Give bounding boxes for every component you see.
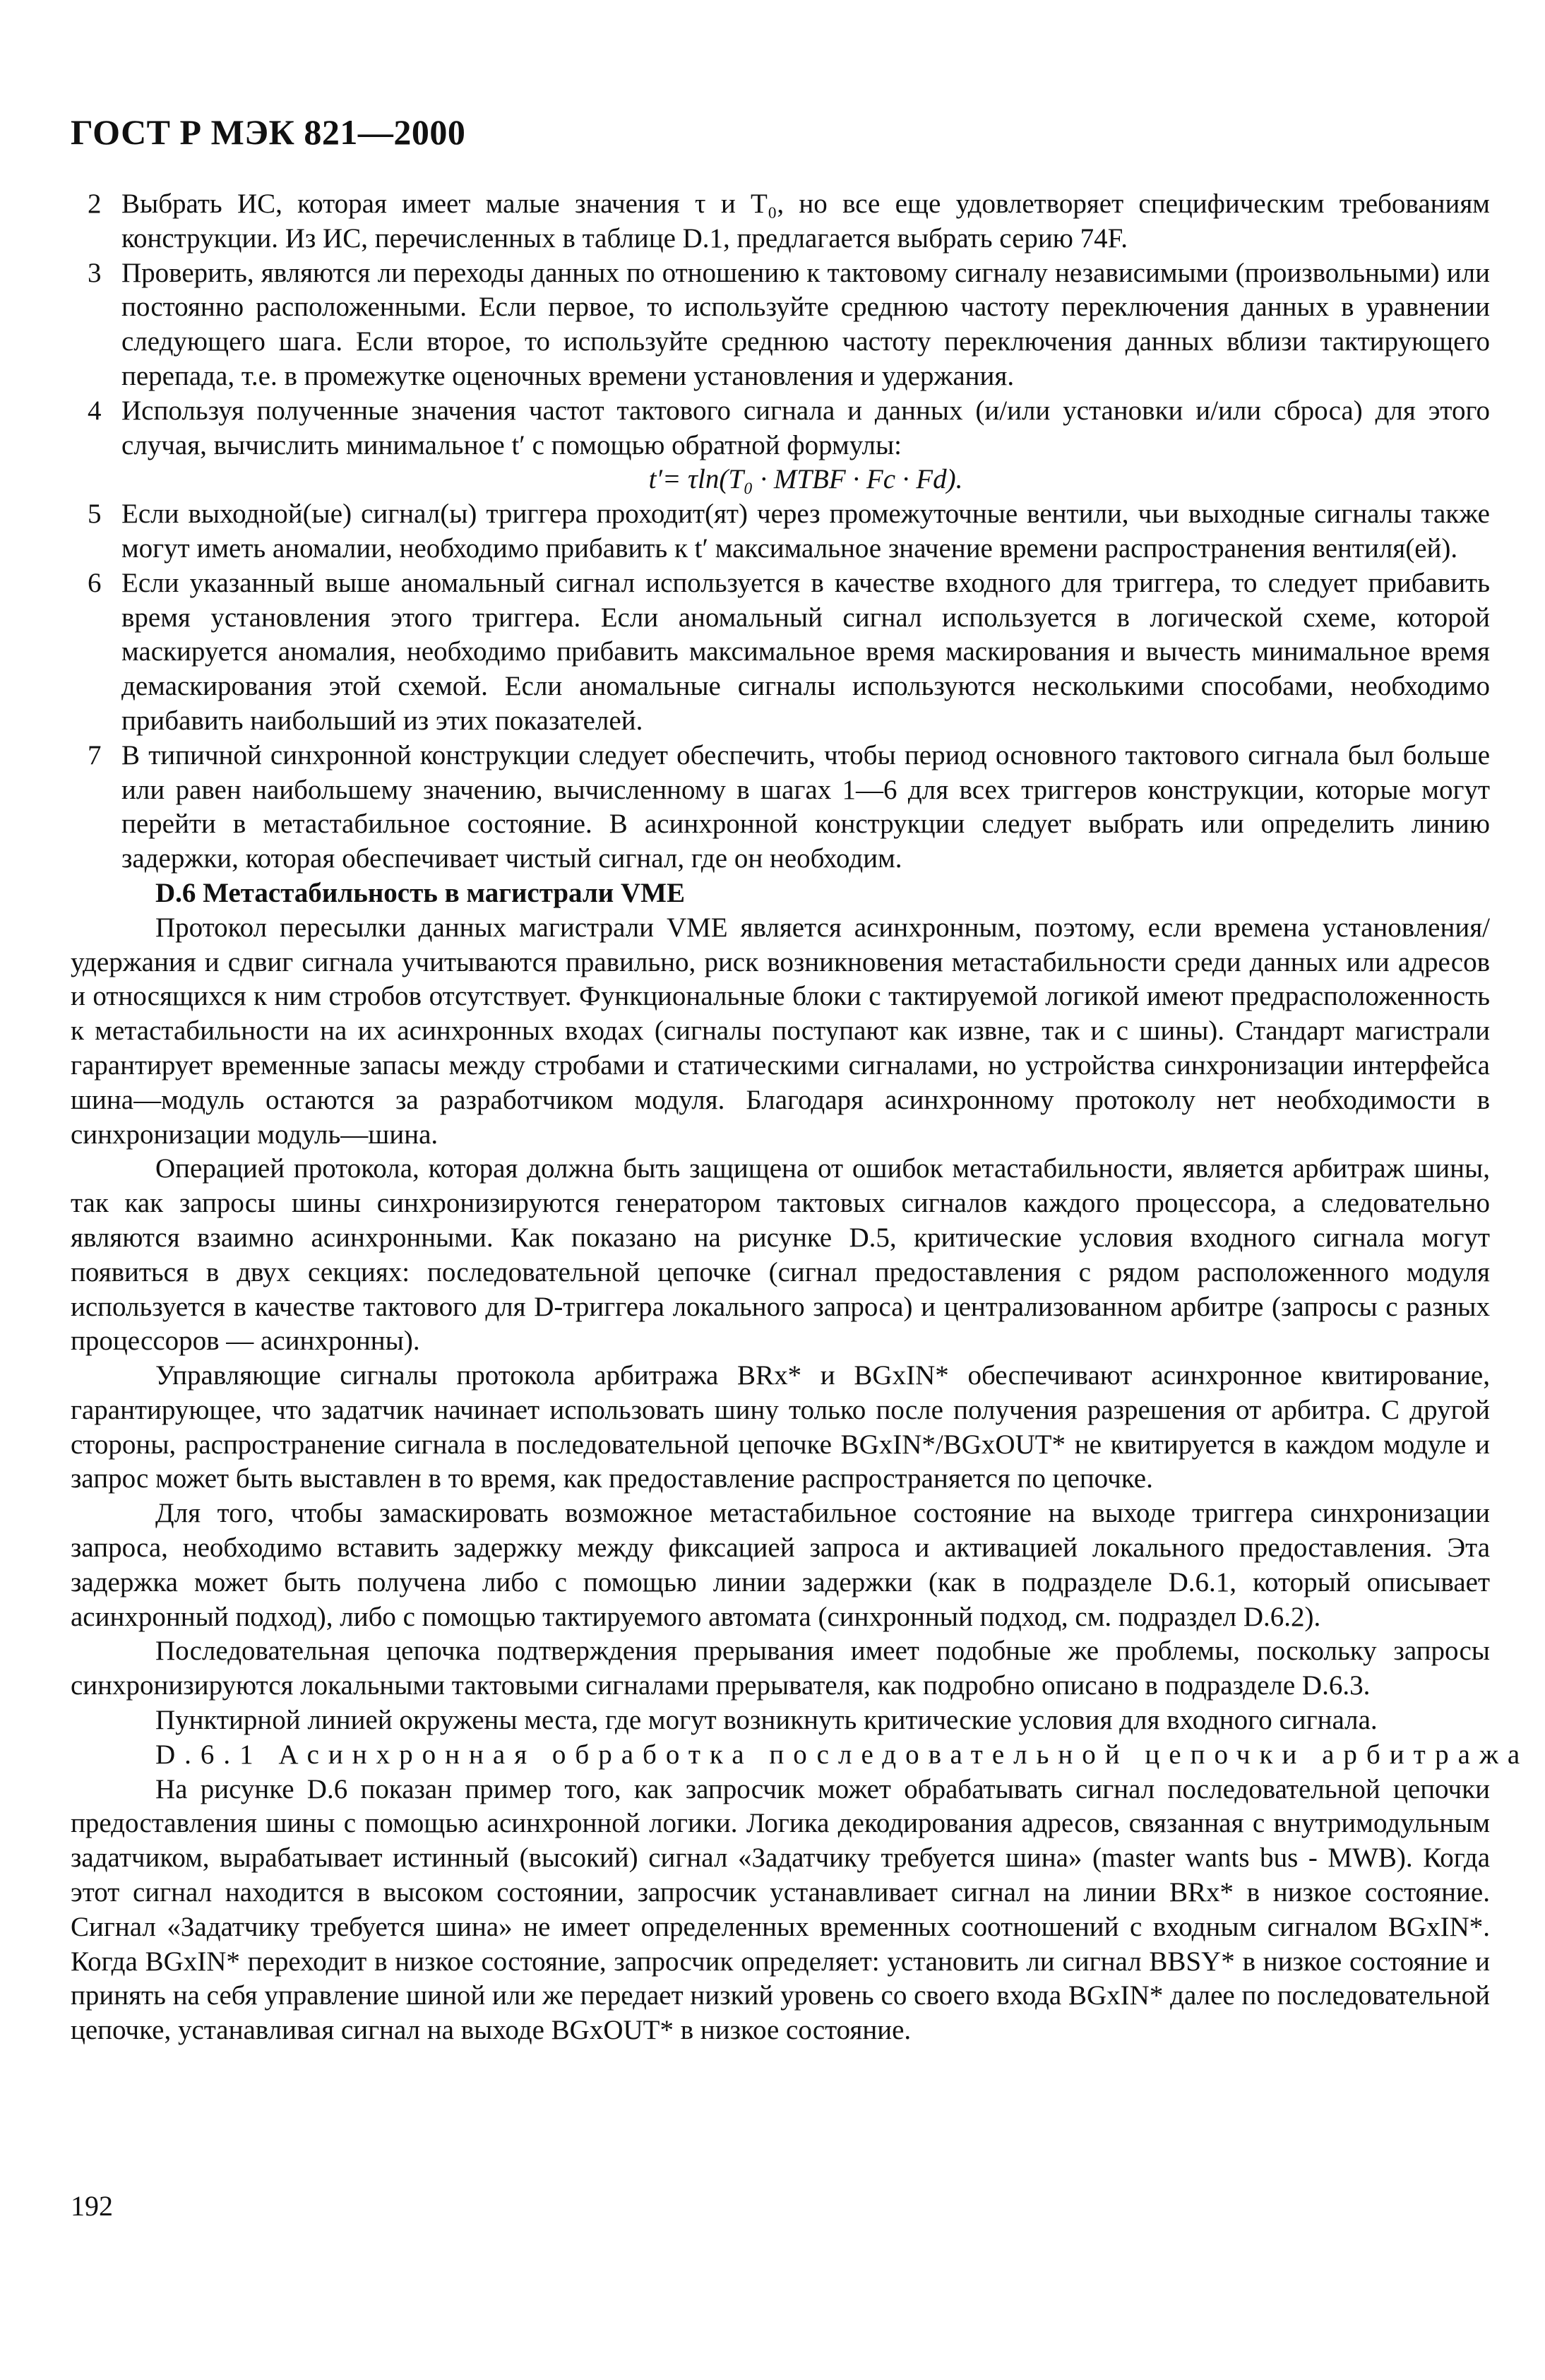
step-item (71, 497, 1490, 566)
step-text: В типичной синхронной конструкции следует обеспечить, чтобы период основного тактового сигнала был больше или равен наибольшему значению, вычисленному в шагах 1—6 для всех триггеров конструкции, которые могут перейти в метастабильное состояние. В асинхронной конструкции следует выбрать или определить линию задержки, которая обеспечивает чистый сигнал, где он необходим. (121, 739, 1490, 874)
document-header: ГОСТ Р МЭК 821—2000 (71, 112, 466, 152)
step-number: 5 (88, 499, 102, 530)
paragraph: Последовательная цепочка подтверждения прерывания имеет подобные же проблемы, поскольку запросы синхронизируются локальными тактовыми сигналами прерывателя, как подробно описано в подразделе D.6.3. (71, 1636, 1490, 1701)
step-text: Если выходной(ые) сигнал(ы) триггера проходит(ят) через промежуточные вентили, чьи выходные сигналы также могут иметь аномалии, необходимо прибавить к t′ максимальное значение времени распространения вентиля(ей). (121, 499, 1490, 564)
paragraph: Управляющие сигналы протокола арбитража BRx* и BGxIN* обеспечивают асинхронное квитирование, гарантирующее, что задатчик начинает использовать шину только после получения разрешения от арбитра. С другой стороны, распространение сигнала в последовательной цепочке BGxIN*/BGxOUT* не квитируется в каждом модуле и запрос может быть выставлен в то время, как предоставление распространяется по цепочке. (71, 1360, 1490, 1494)
step-number: 2 (88, 189, 102, 219)
paragraph: Для того, чтобы замаскировать возможное метастабильное состояние на выходе триггера синхронизации запроса, необходимо вставить задержку между фиксацией запроса и активацией локального предоставления. Эта задержка может быть получена либо с помощью линии задержки (как в подразделе D.6.1, который описывает асинхронный подход), либо с помощью тактируемого автомата (синхронный подход, см. подраздел D.6.2). (71, 1498, 1490, 1632)
section-heading: D.6 Метастабильность в магистрали VME (155, 877, 685, 908)
step-item (71, 739, 1490, 876)
paragraph: Протокол пересылки данных магистрали VME является асинхронным, поэтому, если времена установления/удержания и сдвиг сигнала учитываются правильно, риск возникновения метастабильности среди данных или адресов и относящихся к ним стробов отсутствует. Функциональные блоки с тактируемой логикой имеют предрасположенность к метастабильности на их асинхронных входах (сигналы поступают как извне, так и с шины). Стандарт магистрали гарантирует временные запасы между стробами и статическими сигналами, но устройства синхронизации интерфейса шина—модуль остаются за разработчиком модуля. Благодаря асинхронному протоколу нет необходимости в синхронизации модуль—шина. (71, 912, 1490, 1150)
step-item (71, 566, 1490, 739)
step-text: Выбрать ИС, которая имеет малые значения τ и T₀, но все еще удовлетворяет специфическим требованиям конструкции. Из ИС, перечисленных в таблице D.1, предлагается выбрать серию 74F. (121, 189, 1490, 254)
step-number: 3 (88, 257, 102, 288)
step-text: Если указанный выше аномальный сигнал используется в качестве входного для триггера, то следует прибавить время установления этого триггера. Если аномальный сигнал используется в логической схеме, которой маскируется аномалия, необходимо прибавить максимальное время маскирования и вычесть минимальное время демаскирования этой схемой. Если аномальные сигналы используются несколькими способами, необходимо прибавить наибольший из этих показателей. (121, 567, 1490, 736)
step-number: 7 (88, 739, 102, 770)
paragraph: Пунктирной линией окружены места, где могут возникнуть критические условия для входного сигнала. (155, 1705, 1378, 1736)
step-number: 6 (88, 567, 102, 598)
step-item (71, 187, 1490, 256)
step-text: Используя полученные значения частот тактового сигнала и данных (и/или установки и/или сброса) для этого случая, вычислить минимальное t′ с помощью обратной формулы: (121, 395, 1490, 460)
document-body (71, 187, 1529, 2048)
step-text: Проверить, являются ли переходы данных по отношению к тактовому сигналу независимыми (произвольными) или постоянно расположенными. Если первое, то используйте среднюю частоту переключения данных в уравнении следующего шага. Если второе, то используйте среднюю частоту переключения данных вблизи тактирующего перепада, т.е. в промежутке оценочных времени установления и удержания. (121, 257, 1490, 391)
step-number: 4 (88, 395, 102, 426)
paragraph: На рисунке D.6 показан пример того, как запросчик может обрабатывать сигнал последовательной цепочки предоставления шины с помощью асинхронной логики. Логика декодирования адресов, связанная с внутримодульным задатчиком, вырабатывает истинный (высокий) сигнал «Задатчику требуется шина» (master wants bus - MWB). Когда этот сигнал находится в высоком состоянии, запросчик устанавливает сигнал на линии BRx* в низкое состояние. Сигнал «Задатчику требуется шина» не имеет определенных временных соотношений с входным сигналом BGxIN*. Когда BGxIN* переходит в низкое состояние, запросчик определяет: установить ли сигнал BBSY* в низкое состояние и принять на себя управление шиной или же передает низкий уровень со своего входа BGxIN* далее по последовательной цепочке, устанавливая сигнал на выходе BGxOUT* в низкое состояние. (71, 1773, 1490, 2046)
step-item (71, 394, 1490, 463)
subsection-heading: D.6.1 Асинхронная обработка последовательной цепочки арбитража (155, 1739, 1529, 1770)
page-number: 192 (71, 2190, 113, 2222)
paragraph: Операцией протокола, которая должна быть защищена от ошибок метастабильности, является арбитраж шины, так как запросы шины синхронизируются генератором тактовых сигналов каждого процессора, а следовательно являются взаимно асинхронными. Как показано на рисунке D.5, критические условия входного сигнала могут появиться в двух секциях: последовательной цепочке (сигнал предоставления с рядом расположенного модуля используется в качестве тактового для D-триггера локального запроса) и централизованном арбитре (запросы с разных процессоров — асинхронны). (71, 1153, 1490, 1357)
step-item (71, 256, 1490, 394)
formula: t′= τln(T₀ · MTBF · Fc · Fd). (648, 464, 963, 495)
